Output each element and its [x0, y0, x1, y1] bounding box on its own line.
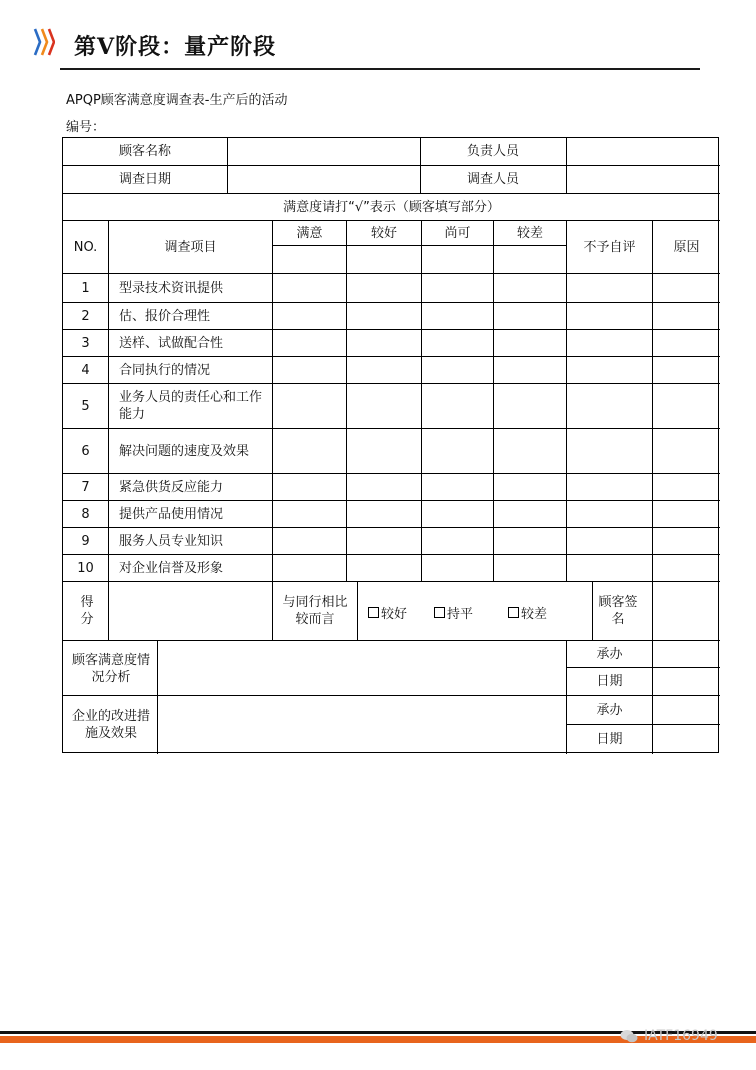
column-header-no: NO. — [73, 239, 98, 255]
score-label: 得分 — [80, 595, 94, 627]
surveyor-field[interactable] — [567, 166, 720, 193]
row-item: 估、报价合理性 — [119, 308, 211, 324]
row-no: 9 — [81, 533, 90, 549]
row-item: 紧急供货反应能力 — [119, 479, 224, 495]
row-no: 1 — [81, 280, 90, 296]
improvement-field[interactable] — [158, 696, 566, 754]
watermark — [620, 1028, 718, 1044]
row-no: 10 — [77, 560, 94, 576]
wechat-icon — [620, 1029, 638, 1043]
compare-option-poor[interactable]: 较差 — [508, 603, 547, 622]
document-title: APQP顾客满意度调查表-生产后的活动 — [66, 93, 288, 108]
compare-option-even[interactable]: 持平 — [434, 603, 473, 622]
row-item: 送样、试做配合性 — [119, 335, 224, 351]
signature-field[interactable] — [653, 582, 720, 640]
checkbox-icon[interactable] — [508, 607, 519, 618]
row-item: 型录技术资讯提供 — [119, 280, 224, 296]
page-title: 第Ⅴ阶段：量产阶段 — [74, 34, 277, 60]
column-header-good: 较好 — [370, 225, 397, 241]
checkbox-icon[interactable] — [368, 607, 379, 618]
chevron-logo-icon — [33, 27, 55, 57]
instruction-text: 满意度请打“√”表示（顾客填写部分） — [283, 199, 500, 215]
column-header-item: 调查项目 — [164, 239, 217, 255]
column-header-no-comment: 不予自评 — [583, 239, 636, 255]
document-code-label: 编号： — [66, 120, 106, 135]
row-no: 6 — [81, 443, 90, 459]
row-item: 提供产品使用情况 — [119, 506, 224, 522]
column-header-reason: 原因 — [673, 239, 700, 255]
owner-label: 负责人员 — [466, 144, 519, 159]
title-divider — [60, 68, 700, 70]
analysis-handler-label: 承办 — [596, 646, 623, 662]
satisfaction-survey-table — [62, 137, 719, 753]
surveyor-label: 调查人员 — [466, 172, 519, 187]
row-no: 7 — [81, 479, 90, 495]
column-header-fair: 尚可 — [444, 225, 471, 241]
analysis-label: 顾客满意度情况分析 — [71, 652, 150, 685]
survey-date-field[interactable] — [228, 166, 420, 193]
compare-label: 与同行相比较而言 — [282, 595, 348, 627]
improvement-handler-label: 承办 — [596, 702, 623, 718]
improvement-date-label: 日期 — [596, 732, 623, 747]
checkbox-icon[interactable] — [434, 607, 445, 618]
column-header-satisfied: 满意 — [296, 225, 323, 241]
row-no: 8 — [81, 506, 90, 522]
row-no: 2 — [81, 308, 90, 324]
score-field[interactable] — [109, 582, 272, 640]
row-no: 3 — [81, 335, 90, 351]
watermark-text: IATF16949 — [644, 1028, 718, 1044]
customer-name-label: 顾客名称 — [118, 144, 171, 159]
customer-name-field[interactable] — [228, 138, 420, 165]
column-header-poor: 较差 — [516, 225, 543, 241]
row-item: 对企业信誉及形象 — [119, 560, 224, 576]
survey-date-label: 调查日期 — [118, 172, 171, 187]
row-no: 4 — [81, 362, 90, 378]
row-item: 合同执行的情况 — [119, 362, 211, 378]
improvement-label: 企业的改进措施及效果 — [71, 709, 150, 741]
signature-label: 顾客签名 — [598, 595, 638, 627]
analysis-field[interactable] — [158, 641, 566, 696]
row-item: 业务人员的责任心和工作能力 — [119, 390, 263, 422]
page-header — [0, 0, 756, 72]
compare-option-good[interactable]: 较好 — [368, 603, 407, 622]
row-no: 5 — [81, 398, 90, 414]
row-item: 服务人员专业知识 — [119, 533, 224, 549]
owner-field[interactable] — [567, 138, 720, 165]
analysis-date-label: 日期 — [596, 674, 623, 689]
row-item: 解决问题的速度及效果 — [119, 443, 250, 459]
